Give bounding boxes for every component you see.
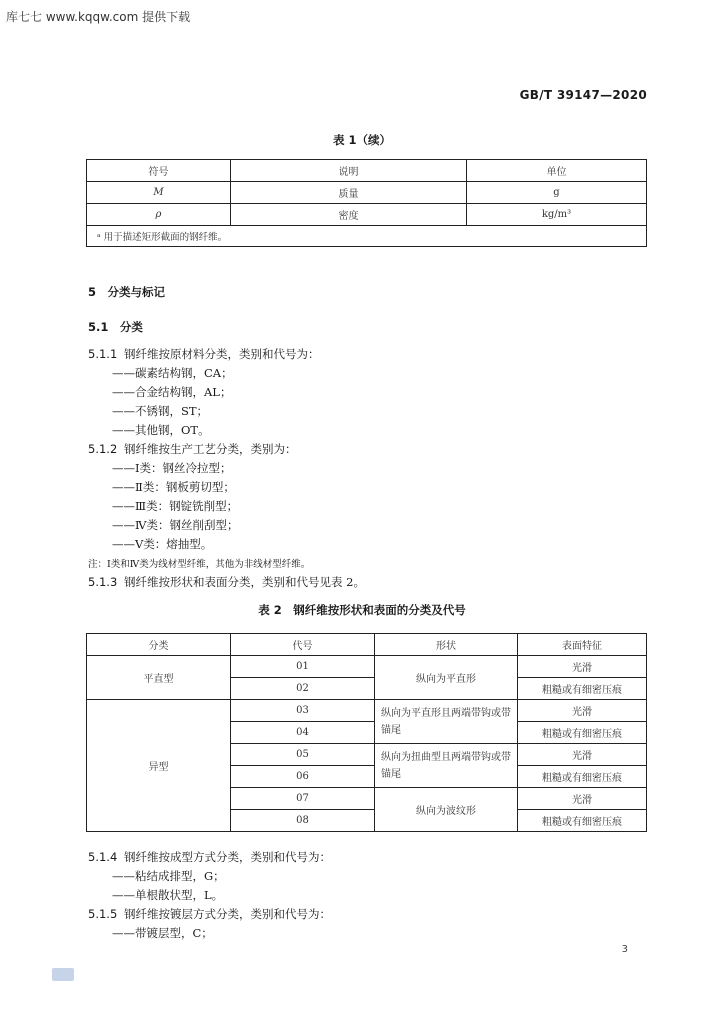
clause-number: 5.1.2 [88, 442, 118, 456]
code-cell: 04 [231, 722, 375, 744]
table1-footnote-row [87, 226, 647, 247]
section-5-1-heading: 5.1 分类 [88, 320, 143, 334]
shape-cell: 纵向为平直形 [375, 656, 518, 700]
table1-header-cell: 单位 [467, 160, 647, 182]
shape-cell: 纵向为扭曲型且两端带钩或带锚尾 [375, 744, 518, 788]
code-cell: 07 [231, 788, 375, 810]
publisher-logo-icon [52, 968, 74, 981]
clause-5-1-1 [88, 346, 320, 362]
code-cell: 01 [231, 656, 375, 678]
clause-text: 钢纤维按形状和表面分类，类别和代号见表 2。 [124, 575, 365, 589]
table2-caption: 表 2 钢纤维按形状和表面的分类及代号 [258, 603, 466, 617]
clause-number: 5.1.4 [88, 850, 118, 864]
table-row [87, 700, 647, 722]
shape-cell: 纵向为平直形且两端带钩或带锚尾 [375, 700, 518, 744]
table2 [86, 633, 647, 832]
table1-header-cell: 说明 [231, 160, 467, 182]
category-cell: 平直型 [87, 656, 231, 700]
code-cell: 02 [231, 678, 375, 700]
code-cell: 05 [231, 744, 375, 766]
table1-cell: 密度 [231, 204, 467, 226]
clause-5-1-3 [88, 574, 365, 590]
clause-text: 钢纤维按成型方式分类，类别和代号为： [124, 850, 331, 864]
table1-cell: kg/m³ [467, 204, 647, 226]
watermark-text: 库七七 www.kqqw.com 提供下载 [6, 10, 191, 24]
clause-number: 5.1.3 [88, 575, 118, 589]
surface-cell: 光滑 [518, 788, 647, 810]
standard-number: GB/T 39147—2020 [519, 88, 647, 102]
list-item: ——碳素结构钢，CA； [112, 366, 233, 380]
surface-cell: 粗糙或有细密压痕 [518, 810, 647, 832]
shape-cell: 纵向为波纹形 [375, 788, 518, 832]
table2-header-cell: 形状 [375, 634, 518, 656]
code-cell: 03 [231, 700, 375, 722]
code-cell: 08 [231, 810, 375, 832]
clause-text: 钢纤维按原材料分类，类别和代号为： [124, 347, 320, 361]
clause-text: 钢纤维按镀层方式分类，类别和代号为： [124, 907, 331, 921]
list-item: ——合金结构钢，AL； [112, 385, 232, 399]
table2-header-cell: 表面特征 [518, 634, 647, 656]
code-cell: 06 [231, 766, 375, 788]
category-cell: 异型 [87, 700, 231, 832]
table2-header-row [87, 634, 647, 656]
list-item: ——带镀层型，C； [112, 926, 213, 940]
table-row [87, 656, 647, 678]
surface-cell: 粗糙或有细密压痕 [518, 766, 647, 788]
surface-cell: 光滑 [518, 656, 647, 678]
table1-caption: 表 1（续） [332, 133, 391, 147]
list-item: ——Ⅱ类：钢板剪切型； [112, 480, 235, 494]
table-row [87, 182, 647, 204]
table2-header-cell: 分类 [87, 634, 231, 656]
clause-number: 5.1.1 [88, 347, 118, 361]
list-item: ——Ⅴ类：熔抽型。 [112, 537, 213, 551]
list-item: ——单根散状型，L。 [112, 888, 224, 902]
section-5-heading: 5 分类与标记 [88, 285, 166, 299]
clause-5-1-4 [88, 849, 331, 865]
list-item: ——粘结成排型，G； [112, 869, 225, 883]
surface-cell: 粗糙或有细密压痕 [518, 678, 647, 700]
surface-cell: 光滑 [518, 700, 647, 722]
list-item: ——其他钢，OT。 [112, 423, 210, 437]
page-number: 3 [621, 944, 628, 955]
clause-5-1-2 [88, 441, 297, 457]
table-row [87, 204, 647, 226]
list-item: ——不锈钢，ST； [112, 404, 209, 418]
clause-note: 注：Ⅰ类和Ⅳ类为线材型纤维，其他为非线材型纤维。 [88, 559, 311, 570]
table1-cell: ρ [87, 204, 231, 226]
table1 [86, 159, 647, 247]
table1-cell: M [87, 182, 231, 204]
table1-cell: 质量 [231, 182, 467, 204]
list-item: ——Ⅲ类：钢锭铣削型； [112, 499, 239, 513]
clause-text: 钢纤维按生产工艺分类，类别为： [124, 442, 297, 456]
clause-5-1-5 [88, 906, 331, 922]
list-item: ——Ⅰ类：钢丝冷拉型； [112, 461, 232, 475]
table1-cell: g [467, 182, 647, 204]
clause-number: 5.1.5 [88, 907, 118, 921]
table1-header-cell: 符号 [87, 160, 231, 182]
list-item: ——Ⅳ类：钢丝削刮型； [112, 518, 239, 532]
table2-header-cell: 代号 [231, 634, 375, 656]
table1-header-row [87, 160, 647, 182]
table1-footnote: ᵃ 用于描述矩形截面的钢纤维。 [87, 226, 647, 247]
surface-cell: 光滑 [518, 744, 647, 766]
surface-cell: 粗糙或有细密压痕 [518, 722, 647, 744]
